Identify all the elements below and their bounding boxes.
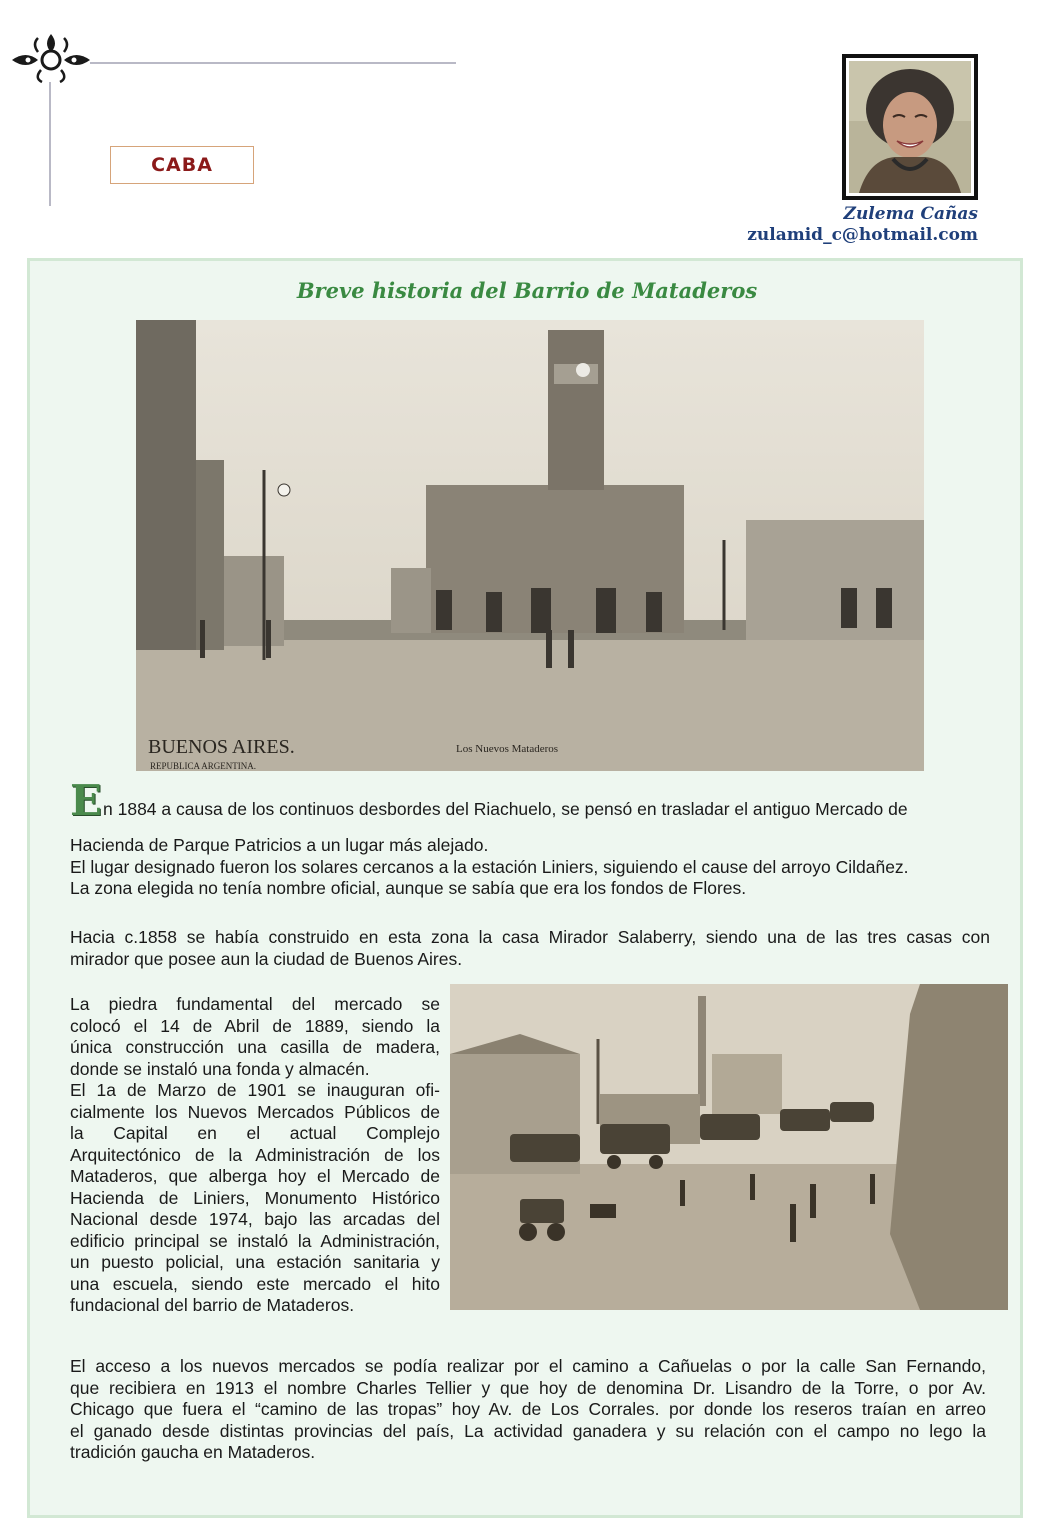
paragraph-line: El lugar designado fueron los solares cercanos a la estación Liniers, siguiendo el cause del arroyo Cildañez. [70,856,909,877]
paragraph-line: un puesto policial, una estación sanitaria y [70,1252,440,1272]
header-rule-horizontal [90,62,456,64]
paragraph-line: La zona elegida no tenía nombre oficial, aunque se sabía que era los fondos de Flores. [70,878,747,898]
author-photo [842,54,978,200]
author-name: Zulema Cañas [843,204,978,224]
paragraph-line: una escuela, siendo este mercado el hito [70,1273,440,1294]
dropcap-letter: E [70,776,103,825]
market-photo [450,984,1008,1310]
paragraph-line: Arquitectónico de la Administración de los [70,1144,440,1165]
paragraph-line: que recibiera en 1913 el nombre Charles Tellier y que hoy de denomina Dr. Lisandro de la Torre, o por Av. [70,1377,986,1398]
author-portrait-icon [849,61,971,193]
photo-caption-left: BUENOS AIRES. [148,736,295,758]
paragraph-line: tradición gaucha en Mataderos. [70,1442,316,1462]
photo-caption-sub: REPUBLICA ARGENTINA. [150,761,257,771]
paragraph-line: Hacia c.1858 se había construido en esta zona la casa Mirador Salaberry, siendo una de las tres casas con [70,927,990,947]
market-street-image [450,984,1008,1310]
paragraph-line: mirador que posee aun la ciudad de Buenos Aires. [70,948,463,969]
paragraph-line: cialmente los Nuevos Mercados Públicos de [70,1101,440,1122]
paragraph-line: El acceso a los nuevos mercados se podía realizar por el camino a Cañuelas o por la calle San Fernando, [70,1356,986,1376]
paragraph-line: Mataderos, que alberga hoy el Mercado de [70,1166,440,1186]
paragraph-line: colocó el 14 de Abril de 1889, siendo la [70,1015,440,1036]
article-title: Breve historia del Barrio de Mataderos [296,278,758,303]
photo-caption-right: Los Nuevos Mataderos [456,743,559,755]
paragraph-line: Nacional desde 1974, bajo las arcadas del [70,1209,440,1229]
paragraph-3 [70,994,440,1317]
paragraph-line: El 1a de Marzo de 1901 se inauguran ofi- [70,1080,440,1100]
paragraph-1 [70,835,990,900]
paragraph-1-first-text: n 1884 a causa de los continuos desbordes del Riachuelo, se pensó en trasladar el antiguo Mercado de [103,799,908,819]
paragraph-line: La piedra fundamental del mercado se [70,994,440,1014]
postcard-photo [136,320,924,771]
paragraph-line: edificio principal se instaló la Administración, [70,1230,440,1251]
paragraph-line: fundacional del barrio de Mataderos. [70,1295,355,1315]
paragraph-1-first-line [70,776,990,825]
flourish-ornament-icon [8,30,94,84]
paragraph-line: donde se instaló una fonda y almacén. [70,1058,370,1079]
paragraph-2 [70,927,990,970]
mataderos-building-image [136,320,924,771]
header-rule-vertical [49,82,51,206]
section-tag: CABA [110,146,254,184]
paragraph-4 [70,1356,986,1464]
paragraph-line: Hacienda de Liniers, Monumento Histórico [70,1187,440,1208]
paragraph-line: Chicago que fuera el “camino de las tropas” hoy Av. de Los Corrales. por donde los reseros traían en arreo [70,1399,986,1419]
paragraph-line: la Capital en el actual Complejo [70,1123,440,1143]
author-email[interactable]: zulamid_c@hotmail.com [747,225,978,245]
paragraph-line: única construcción una casilla de madera, [70,1037,440,1057]
paragraph-line: el ganado desde distintas provincias del país, La actividad ganadera y su relación con el campo no lego la [70,1420,986,1441]
paragraph-line: Hacienda de Parque Patricios a un lugar más alejado. [70,835,489,855]
